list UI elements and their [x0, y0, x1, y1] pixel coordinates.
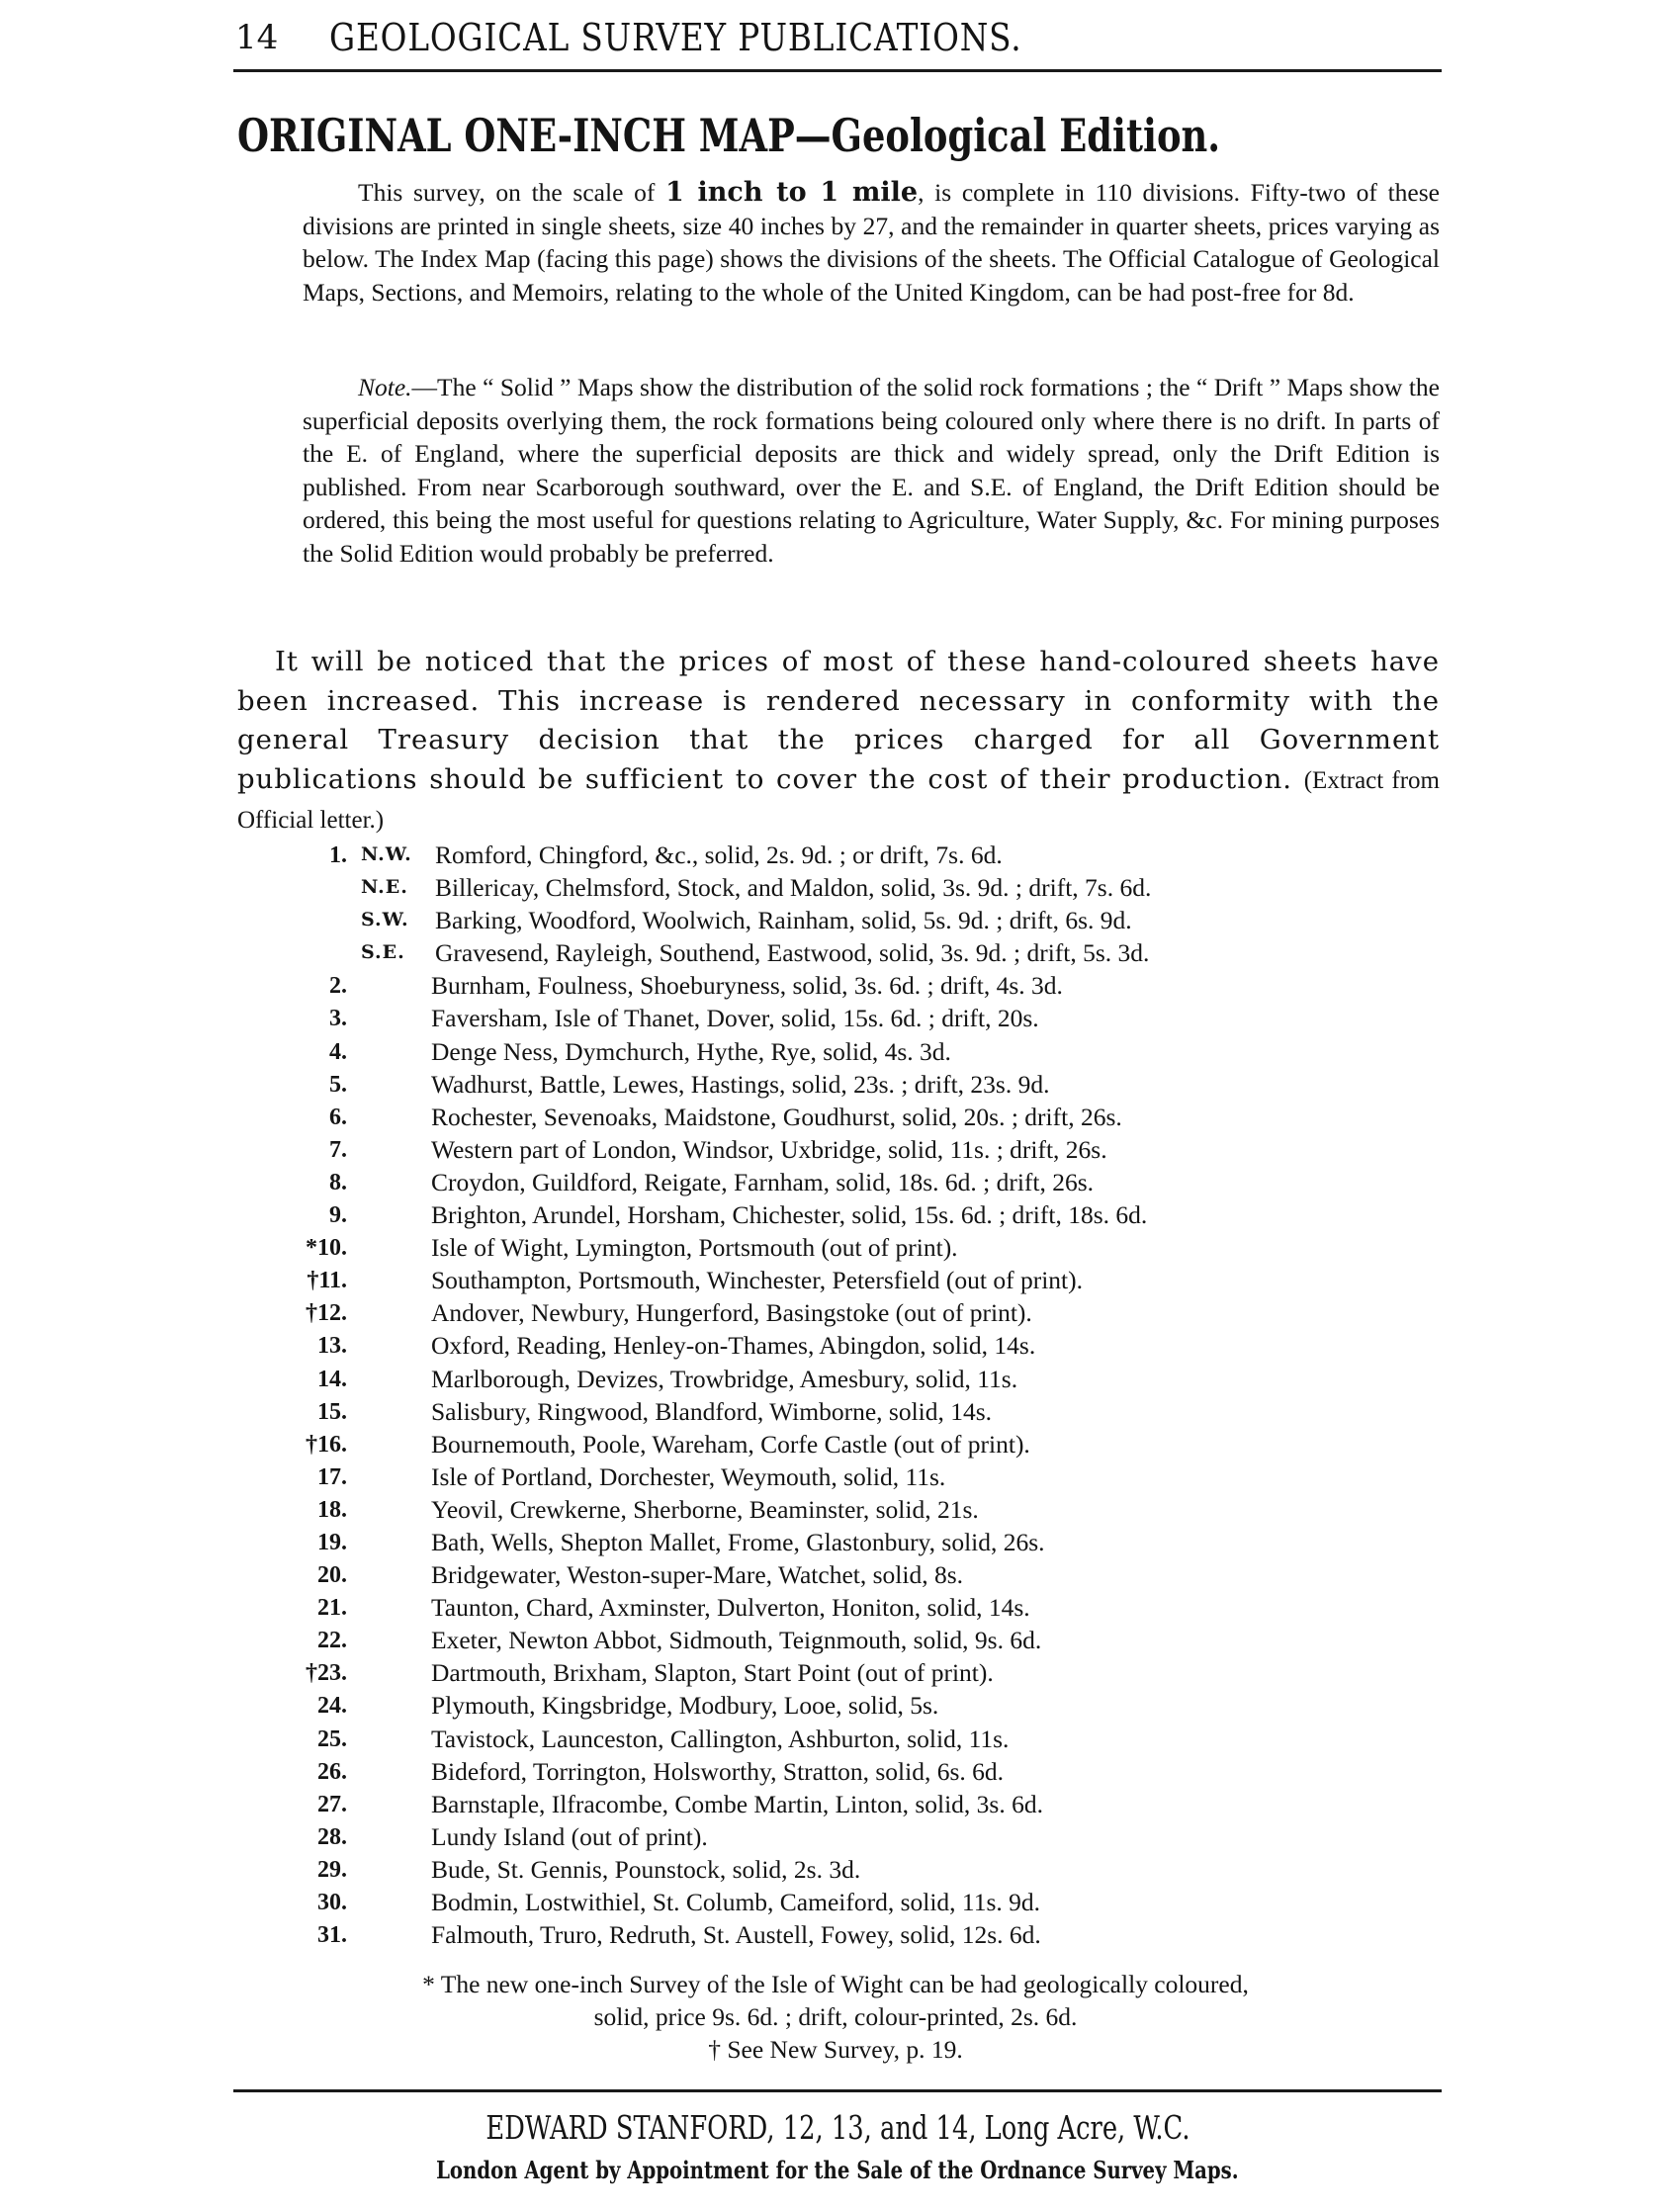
scale-text: 1 inch to 1 mile [665, 177, 919, 208]
sheet-number [317, 1628, 347, 1654]
agent-text: London Agent by Appointment for the Sale of the Ordnance Survey Maps. [436, 2156, 1239, 2184]
intro-paragraph [303, 176, 1440, 309]
sheet-number-value: 29. [317, 1856, 347, 1883]
sheet-description: Romford, Chingford, &c., solid, 2s. 9d. ; or drift, 7s. 6d. [435, 841, 1003, 869]
sheet-description: Lundy Island (out of print). [431, 1821, 708, 1851]
sheet-number-value: 14. [317, 1366, 347, 1392]
sheet-description: Isle of Wight, Lymington, Portsmouth (out of print). [431, 1233, 958, 1263]
sheet-number-value: 16. [317, 1431, 347, 1458]
sheet-description: Bournemouth, Poole, Wareham, Corfe Castle (out of print). [431, 1429, 1030, 1459]
sheet-row [227, 1200, 1463, 1233]
sheet-description: Bodmin, Lostwithiel, St. Columb, Cameiford, solid, 11s. 9d. [431, 1888, 1041, 1916]
sheet-number-value: 18. [317, 1496, 347, 1523]
sheet-number-value: 11. [318, 1268, 347, 1294]
sheet-number-value: 21. [317, 1595, 347, 1622]
footnote-mark: † [306, 1300, 317, 1327]
intro-text-before: This survey, on the scale of [358, 178, 665, 207]
sheet-number-value: 23. [317, 1660, 347, 1687]
sheet-number-value: 1. [329, 842, 347, 868]
sheet-description: Marlborough, Devizes, Trowbridge, Amesbury, solid, 11s. [431, 1364, 1018, 1393]
sheet-row [227, 873, 1463, 906]
sheet-number [317, 1562, 347, 1589]
quarter-sheet-label: N.W. [361, 843, 412, 865]
sheet-number-value: 30. [317, 1890, 347, 1915]
price-notice [237, 643, 1440, 841]
section-heading: ORIGINAL ONE-INCH MAP—Geological Edition. [237, 109, 1221, 162]
sheet-description: Exeter, Newton Abbot, Sidmouth, Teignmouth, solid, 9s. 6d. [431, 1626, 1042, 1655]
sheet-row [227, 1626, 1463, 1658]
sheet-row [227, 971, 1463, 1004]
sheet-description: Bath, Wells, Shepton Mallet, Frome, Glastonbury, solid, 26s. [431, 1527, 1045, 1556]
sheet-number [317, 1693, 347, 1720]
sheet-number-value: 5. [329, 1071, 347, 1098]
sheet-number [317, 1792, 347, 1818]
footnote-mark: * [306, 1235, 317, 1262]
sheet-number-value: 28. [317, 1823, 347, 1850]
sheet-description: Faversham, Isle of Thanet, Dover, solid, 15s. 6d. ; drift, 20s. [431, 1004, 1039, 1033]
footnote-asterisk-line2: solid, price 9s. 6d. ; drift, colour-printed, 2s. 6d. [593, 2002, 1078, 2031]
sheet-row [227, 1070, 1463, 1103]
sheet-description: Billericay, Chelmsford, Stock, and Maldon, solid, 3s. 9d. ; drift, 7s. 6d. [435, 873, 1152, 903]
footnote-mark: † [306, 1660, 317, 1687]
quarter-sheet-label: N.E. [361, 876, 408, 899]
sheet-row [227, 1495, 1463, 1528]
sheet-number [317, 1922, 347, 1949]
running-head [235, 14, 1442, 63]
intro-text-after: , is complete in 110 divisions. Fifty-two of these divisions are printed in single sheets, size 40 inches by 27, and the remainder in quarter sheets, prices varying as below. The Index Map (facing this page) shows the divisions of the sheets. The Official Catalogue of Geological Maps, Sections, and Memoirs, relating to the whole of the United Kingdom, can be had post-free for 8d. [303, 178, 1440, 307]
sheet-description: Wadhurst, Battle, Lewes, Hastings, solid, 23s. ; drift, 23s. 9d. [431, 1069, 1050, 1099]
sheet-number-value: 7. [329, 1136, 347, 1163]
sheet-row [227, 1397, 1463, 1430]
sheet-number [329, 1006, 347, 1032]
sheet-number-value: 2. [329, 973, 347, 1000]
sheet-number [329, 1039, 347, 1066]
sheet-row [227, 906, 1463, 938]
note-text: —The “ Solid ” Maps show the distribution of the solid rock formations ; the “ Drift ” Maps show the superficial deposits overlying them, the rock formations being coloured only where there is no drift. In parts of the E. of England, where the superficial deposits are thick and widely spread, only the Drift Edition is published. From near Scarborough southward, over the E. and S.E. of England, the Drift Edition should be ordered, this being the most useful for questions relating to Agriculture, Water Supply, &c. For mining purposes the Solid Edition would probably be preferred. [303, 373, 1440, 568]
sheet-number [317, 1399, 347, 1426]
sheet-number [329, 1170, 347, 1196]
sheet-row [227, 1691, 1463, 1724]
sheet-description: Barking, Woodford, Woolwich, Rainham, solid, 5s. 9d. ; drift, 6s. 9d. [435, 906, 1132, 935]
sheet-number-value: 20. [317, 1562, 347, 1589]
sheet-row [227, 1266, 1463, 1298]
sheet-number [317, 1857, 347, 1884]
sheet-number [306, 1432, 347, 1459]
sheet-description: Bridgewater, Weston-super-Mare, Watchet, solid, 8s. [431, 1560, 963, 1590]
sheet-number [329, 842, 347, 869]
sheet-row [227, 1658, 1463, 1691]
sheet-row [227, 1888, 1463, 1920]
note-paragraph [303, 371, 1440, 570]
footnote-mark: † [306, 1431, 317, 1458]
sheet-row [227, 1725, 1463, 1757]
sheet-row [227, 1430, 1463, 1462]
sheet-number-value: 17. [317, 1463, 347, 1490]
sheet-number-value: 8. [329, 1169, 347, 1195]
sheet-number [307, 1268, 347, 1294]
sheet-number-value: 19. [317, 1529, 347, 1555]
sheet-description: Plymouth, Kingsbridge, Modbury, Looe, solid, 5s. [431, 1691, 939, 1721]
sheet-number-value: 31. [317, 1922, 347, 1949]
header-rule [233, 69, 1442, 72]
sheet-number [317, 1497, 347, 1524]
sheet-description: Isle of Portland, Dorchester, Weymouth, solid, 11s. [431, 1461, 946, 1491]
sheet-number [306, 1660, 347, 1687]
sheet-description: Denge Ness, Dymchurch, Hythe, Rye, solid, 4s. 3d. [431, 1036, 951, 1066]
sheet-number [317, 1367, 347, 1393]
sheet-row [227, 1790, 1463, 1822]
sheet-number [306, 1300, 347, 1327]
sheet-number-value: 27. [317, 1791, 347, 1817]
sheet-number [317, 1530, 347, 1556]
sheet-number [317, 1595, 347, 1622]
footnote-mark: † [307, 1268, 319, 1294]
sheet-row [227, 1528, 1463, 1560]
publisher-text: EDWARD STANFORD, 12, 13, and 14, Long Acre, W.C. [485, 2108, 1190, 2147]
sheet-row [227, 1037, 1463, 1070]
sheet-number-value: 10. [317, 1235, 347, 1262]
sheet-number-value: 3. [329, 1006, 347, 1032]
publisher-imprint [233, 2108, 1442, 2147]
sheet-number [317, 1824, 347, 1851]
sheet-number [329, 1137, 347, 1164]
sheet-description: Bideford, Torrington, Holsworthy, Stratton, solid, 6s. 6d. [431, 1756, 1005, 1786]
running-title: GEOLOGICAL SURVEY PUBLICATIONS. [329, 16, 1022, 59]
sheet-row [227, 1331, 1463, 1364]
footnote-dagger: † See New Survey, p. 19. [708, 2035, 963, 2064]
sheet-row [227, 1920, 1463, 1953]
sheet-description: Brighton, Arundel, Horsham, Chichester, solid, 15s. 6d. ; drift, 18s. 6d. [431, 1200, 1148, 1230]
sheet-row [227, 1233, 1463, 1266]
sheet-description: Southampton, Portsmouth, Winchester, Petersfield (out of print). [431, 1266, 1083, 1295]
agent-line [233, 2156, 1442, 2184]
sheet-number [329, 1202, 347, 1229]
sheet-description: Burnham, Foulness, Shoeburyness, solid, 3s. 6d. ; drift, 4s. 3d. [431, 971, 1063, 1001]
page-number: 14 [235, 18, 279, 57]
sheet-number-value: 25. [317, 1725, 347, 1752]
sheet-number-value: 9. [329, 1202, 347, 1229]
sheet-description: Andover, Newbury, Hungerford, Basingstoke (out of print). [431, 1298, 1032, 1328]
sheet-number-value: 22. [317, 1628, 347, 1654]
sheet-number [317, 1333, 347, 1360]
sheet-row [227, 1822, 1463, 1855]
sheet-number [317, 1890, 347, 1916]
sheet-description: Tavistock, Launceston, Callington, Ashburton, solid, 11s. [431, 1724, 1010, 1753]
sheet-row [227, 1593, 1463, 1626]
sheet-number-value: 24. [317, 1693, 347, 1720]
note-label: Note. [358, 373, 412, 401]
sheet-number [306, 1235, 347, 1262]
quarter-sheet-label: S.E. [361, 941, 405, 964]
sheet-row [227, 841, 1463, 873]
sheet-row [227, 938, 1463, 971]
sheet-number-value: 15. [317, 1398, 347, 1425]
sheet-number [329, 1105, 347, 1131]
sheet-description: Western part of London, Windsor, Uxbridge, solid, 11s. ; drift, 26s. [431, 1134, 1107, 1164]
sheet-description: Gravesend, Rayleigh, Southend, Eastwood, solid, 3s. 9d. ; drift, 5s. 3d. [435, 938, 1150, 968]
sheet-description: Bude, St. Gennis, Pounstock, solid, 2s. 3d. [431, 1854, 861, 1884]
notice-extract: (Extract from Official letter.) [237, 766, 1440, 834]
sheet-description: Yeovil, Crewkerne, Sherborne, Beaminster, solid, 21s. [431, 1494, 979, 1524]
sheet-description: Croydon, Guildford, Reigate, Farnham, solid, 18s. 6d. ; drift, 26s. [431, 1167, 1095, 1196]
sheet-row [227, 1168, 1463, 1200]
sheet-number [317, 1759, 347, 1786]
sheet-description: Dartmouth, Brixham, Slapton, Start Point (out of print). [431, 1658, 994, 1688]
sheet-number-value: 13. [317, 1333, 347, 1360]
sheet-number [317, 1726, 347, 1753]
sheet-description: Rochester, Sevenoaks, Maidstone, Goudhurst, solid, 20s. ; drift, 26s. [431, 1102, 1122, 1131]
sheet-number-value: 4. [329, 1038, 347, 1065]
sheet-row [227, 1757, 1463, 1790]
sheet-description: Falmouth, Truro, Redruth, St. Austell, Fowey, solid, 12s. 6d. [431, 1920, 1041, 1950]
sheet-row [227, 1103, 1463, 1135]
sheet-description: Salisbury, Ringwood, Blandford, Wimborne, solid, 14s. [431, 1396, 993, 1426]
sheet-number-value: 26. [317, 1758, 347, 1785]
sheet-number-value: 6. [329, 1104, 347, 1130]
sheet-row [227, 1365, 1463, 1397]
sheet-number [317, 1464, 347, 1491]
sheet-row [227, 1560, 1463, 1593]
notice-text: It will be noticed that the prices of most of these hand-coloured sheets have been increased. This increase is rendered necessary in conformity with the general Treasury decision that the prices charged for all Government publications should be sufficient to cover the cost of their production. [237, 646, 1440, 795]
sheet-row [227, 1855, 1463, 1888]
sheet-list [227, 841, 1463, 1953]
sheet-number [329, 1072, 347, 1099]
sheet-description: Taunton, Chard, Axminster, Dulverton, Honiton, solid, 14s. [431, 1593, 1030, 1623]
quarter-sheet-label: S.W. [361, 909, 409, 931]
footer-rule [233, 2089, 1442, 2092]
sheet-row [227, 1004, 1463, 1036]
sheet-number [329, 973, 347, 1000]
sheet-row [227, 1135, 1463, 1168]
sheet-row [227, 1298, 1463, 1331]
footnote-asterisk-line1: * The new one-inch Survey of the Isle of Wight can be had geologically coloured, [422, 1970, 1249, 1998]
sheet-description: Oxford, Reading, Henley-on-Thames, Abingdon, solid, 14s. [431, 1331, 1036, 1361]
sheet-row [227, 1462, 1463, 1495]
sheet-number-value: 12. [317, 1300, 347, 1327]
sheet-description: Barnstaple, Ilfracombe, Combe Martin, Linton, solid, 3s. 6d. [431, 1789, 1043, 1818]
